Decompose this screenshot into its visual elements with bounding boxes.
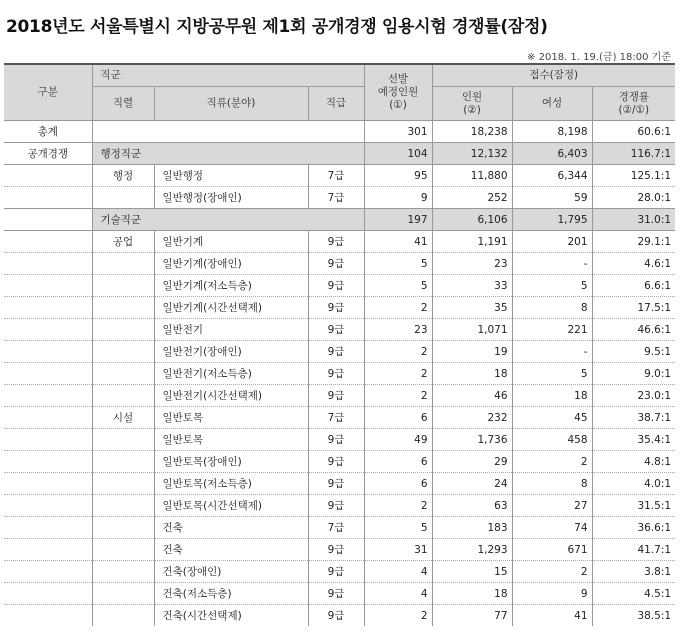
row-seonbal: 6 [364,407,432,429]
row-yeoseong: 59 [512,187,592,209]
row-field: 건축(장애인) [154,561,308,583]
row-inwon: 24 [432,473,512,495]
header-yeoseong: 여성 [512,87,592,121]
category-cell [4,231,92,253]
category-cell [4,605,92,627]
row-field: 일반기계 [154,231,308,253]
row-yeoseong: 74 [512,517,592,539]
row-grade: 9급 [308,539,364,561]
row-series [92,363,154,385]
row-series [92,187,154,209]
row-seonbal: 49 [364,429,432,451]
row-field: 일반토목(시간선택제) [154,495,308,517]
row-field: 건축 [154,517,308,539]
row-inwon: 18 [432,363,512,385]
row-yeoseong: 221 [512,319,592,341]
row-ratio: 38.7:1 [592,407,675,429]
row-series [92,583,154,605]
row-series [92,319,154,341]
category-cell [4,451,92,473]
row-field: 일반토목(저소득층) [154,473,308,495]
row-yeoseong: 45 [512,407,592,429]
row-series: 시설 [92,407,154,429]
row-grade: 9급 [308,275,364,297]
row-field: 일반기계(시간선택제) [154,297,308,319]
total-label: 총계 [37,126,58,138]
row-ratio: 41.7:1 [592,539,675,561]
row-series [92,451,154,473]
row-inwon: 1,071 [432,319,512,341]
row-series [92,517,154,539]
category-cell [4,165,92,187]
row-inwon: 33 [432,275,512,297]
row-ratio: 31.5:1 [592,495,675,517]
table-row [4,429,675,451]
row-ratio: 6.6:1 [592,275,675,297]
row-ratio: 35.4:1 [592,429,675,451]
row-grade: 9급 [308,363,364,385]
row-grade: 7급 [308,165,364,187]
row-grade: 9급 [308,385,364,407]
row-inwon: 1,736 [432,429,512,451]
row-ratio: 29.1:1 [592,231,675,253]
row-ratio: 9.5:1 [592,341,675,363]
total-seonbal: 301 [364,121,432,143]
header-inwon: 인원 (②) [432,87,512,121]
row-yeoseong: 458 [512,429,592,451]
header-jikgun: 직군 [92,64,364,87]
competition-table [4,63,675,626]
row-grade: 9급 [308,341,364,363]
row-seonbal: 2 [364,495,432,517]
row-grade: 9급 [308,561,364,583]
total-row [4,121,675,143]
row-grade: 7급 [308,407,364,429]
row-inwon: 63 [432,495,512,517]
row-field: 건축 [154,539,308,561]
row-grade: 9급 [308,473,364,495]
category-cell [4,253,92,275]
row-seonbal: 2 [364,363,432,385]
row-series: 공업 [92,231,154,253]
row-seonbal: 6 [364,451,432,473]
row-field: 일반행정(장애인) [154,187,308,209]
row-yeoseong: 8 [512,473,592,495]
table-row [4,165,675,187]
category-cell [4,473,92,495]
row-ratio: 28.0:1 [592,187,675,209]
row-seonbal: 5 [364,517,432,539]
row-grade: 9급 [308,451,364,473]
header-seonbal: 선발 예정인원 (①) [364,64,432,121]
row-ratio: 9.0:1 [592,363,675,385]
category-cell [4,363,92,385]
row-yeoseong: 671 [512,539,592,561]
row-seonbal: 4 [364,583,432,605]
row-field: 일반전기 [154,319,308,341]
row-yeoseong: 5 [512,363,592,385]
category-cell [4,341,92,363]
row-seonbal: 23 [364,319,432,341]
row-field: 일반토목 [154,407,308,429]
row-inwon: 35 [432,297,512,319]
category-cell [4,209,92,231]
row-grade: 9급 [308,231,364,253]
row-yeoseong: 5 [512,275,592,297]
group-label: 기술직군 [92,209,364,231]
total-inwon: 18,238 [432,121,512,143]
category-cell [4,297,92,319]
row-yeoseong: - [512,253,592,275]
row-field: 일반전기(시간선택제) [154,385,308,407]
table-row [4,495,675,517]
row-grade: 9급 [308,429,364,451]
group-seonbal: 197 [364,209,432,231]
row-series [92,561,154,583]
row-inwon: 77 [432,605,512,627]
row-yeoseong: 27 [512,495,592,517]
page-title: 2018년도 서울특별시 지방공무원 제1회 공개경쟁 임용시험 경쟁률(잠정) [6,17,548,37]
group-inwon: 12,132 [432,143,512,165]
row-field: 일반전기(저소득층) [154,363,308,385]
row-series [92,539,154,561]
row-ratio: 46.6:1 [592,319,675,341]
row-inwon: 232 [432,407,512,429]
row-yeoseong: 2 [512,561,592,583]
total-ratio: 60.6:1 [592,121,675,143]
row-grade: 7급 [308,517,364,539]
row-series [92,297,154,319]
row-ratio: 4.0:1 [592,473,675,495]
group-inwon: 6,106 [432,209,512,231]
row-ratio: 3.8:1 [592,561,675,583]
group-ratio: 116.7:1 [592,143,675,165]
row-field: 일반전기(장애인) [154,341,308,363]
group-yeoseong: 6,403 [512,143,592,165]
group-label: 행정직군 [92,143,364,165]
table-row [4,583,675,605]
table-row [4,341,675,363]
category-cell [4,319,92,341]
row-grade: 9급 [308,605,364,627]
row-grade: 9급 [308,583,364,605]
row-inwon: 29 [432,451,512,473]
row-seonbal: 2 [364,605,432,627]
group-seonbal: 104 [364,143,432,165]
row-yeoseong: 9 [512,583,592,605]
as-of-date: ※ 2018. 1. 19.(금) 18:00 기준 [527,52,671,63]
category-cell [4,275,92,297]
row-field: 일반토목(장애인) [154,451,308,473]
row-yeoseong: - [512,341,592,363]
category-cell [4,385,92,407]
table-row [4,275,675,297]
table-row [4,605,675,627]
row-seonbal: 6 [364,473,432,495]
row-series [92,605,154,627]
category-cell [4,495,92,517]
row-yeoseong: 6,344 [512,165,592,187]
row-field: 건축(저소득층) [154,583,308,605]
header-jikgeup: 직급 [308,87,364,121]
table-row [4,561,675,583]
row-yeoseong: 2 [512,451,592,473]
row-series [92,385,154,407]
row-yeoseong: 41 [512,605,592,627]
row-ratio: 4.6:1 [592,253,675,275]
row-seonbal: 41 [364,231,432,253]
header-jikryu: 직류(분야) [154,87,308,121]
row-grade: 9급 [308,319,364,341]
category-cell [4,539,92,561]
row-yeoseong: 8 [512,297,592,319]
header-gubun: 구분 [4,64,92,121]
table-row [4,319,675,341]
row-field: 일반행정 [154,165,308,187]
row-series [92,429,154,451]
row-yeoseong: 18 [512,385,592,407]
table-row [4,473,675,495]
group-ratio: 31.0:1 [592,209,675,231]
header-ratio: 경쟁률 (②/①) [592,87,675,121]
row-ratio: 36.6:1 [592,517,675,539]
category-cell [4,429,92,451]
row-inwon: 46 [432,385,512,407]
table-row [4,187,675,209]
table-row [4,517,675,539]
row-inwon: 15 [432,561,512,583]
table-row [4,363,675,385]
category-cell [4,187,92,209]
row-series [92,275,154,297]
row-ratio: 4.8:1 [592,451,675,473]
row-ratio: 4.5:1 [592,583,675,605]
table-row [4,231,675,253]
table-body [4,121,675,627]
table-row [4,407,675,429]
row-grade: 7급 [308,187,364,209]
category-cell [4,583,92,605]
row-ratio: 23.0:1 [592,385,675,407]
row-grade: 9급 [308,253,364,275]
row-yeoseong: 201 [512,231,592,253]
category-cell [4,561,92,583]
row-inwon: 1,293 [432,539,512,561]
row-seonbal: 31 [364,539,432,561]
row-series [92,253,154,275]
row-series [92,473,154,495]
row-seonbal: 5 [364,253,432,275]
row-seonbal: 95 [364,165,432,187]
row-field: 건축(시간선택제) [154,605,308,627]
row-inwon: 18 [432,583,512,605]
row-ratio: 17.5:1 [592,297,675,319]
row-inwon: 252 [432,187,512,209]
row-seonbal: 2 [364,385,432,407]
header-jeopsu: 접수(잠정) [432,64,675,87]
row-field: 일반기계(저소득층) [154,275,308,297]
table-row [4,297,675,319]
category-cell [4,407,92,429]
category-cell [4,517,92,539]
group-yeoseong: 1,795 [512,209,592,231]
table-row [4,253,675,275]
group-row [4,209,675,231]
group-row [4,143,675,165]
row-seonbal: 4 [364,561,432,583]
row-field: 일반기계(장애인) [154,253,308,275]
row-ratio: 38.5:1 [592,605,675,627]
row-field: 일반토목 [154,429,308,451]
row-grade: 9급 [308,297,364,319]
table-row [4,539,675,561]
row-inwon: 23 [432,253,512,275]
row-series [92,495,154,517]
row-grade: 9급 [308,495,364,517]
row-inwon: 19 [432,341,512,363]
row-seonbal: 9 [364,187,432,209]
table-row [4,451,675,473]
total-yeoseong: 8,198 [512,121,592,143]
header-jikryeol: 직렬 [92,87,154,121]
category-label: 공개경쟁 [27,148,69,160]
row-seonbal: 2 [364,341,432,363]
row-series [92,341,154,363]
row-seonbal: 2 [364,297,432,319]
row-ratio: 125.1:1 [592,165,675,187]
table-row [4,385,675,407]
row-inwon: 183 [432,517,512,539]
row-inwon: 1,191 [432,231,512,253]
row-inwon: 11,880 [432,165,512,187]
row-seonbal: 5 [364,275,432,297]
row-series: 행정 [92,165,154,187]
